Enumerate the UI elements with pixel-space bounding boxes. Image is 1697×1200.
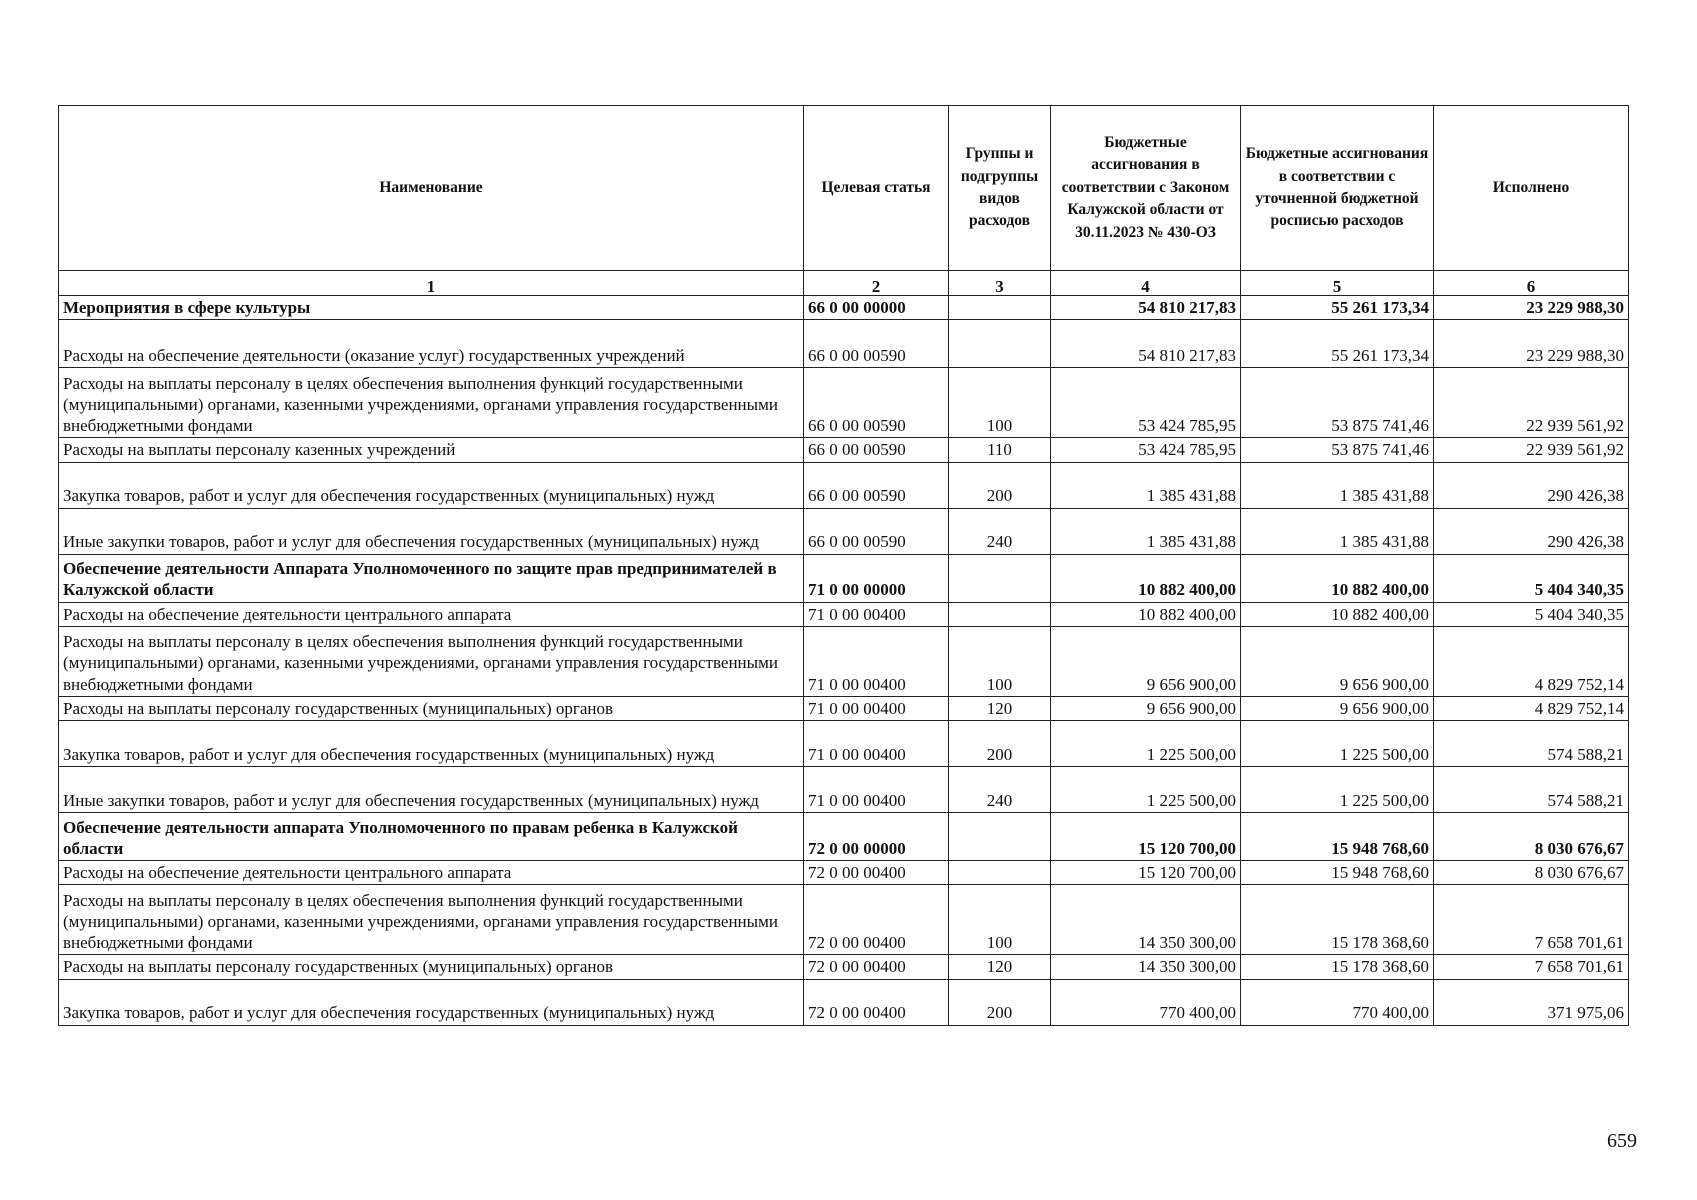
table-row — [59, 626, 1629, 696]
row-target-article: 71 0 00 00400 — [804, 767, 949, 813]
row-expense-group: 100 — [949, 626, 1051, 696]
row-updated-allocation: 53 875 741,46 — [1241, 368, 1434, 438]
row-updated-allocation: 1 385 431,88 — [1241, 508, 1434, 554]
row-expense-group: 200 — [949, 979, 1051, 1025]
row-updated-allocation: 15 948 768,60 — [1241, 861, 1434, 885]
header-executed: Исполнено — [1434, 106, 1629, 271]
table-row — [59, 602, 1629, 626]
row-target-article: 71 0 00 00400 — [804, 696, 949, 720]
row-name: Расходы на выплаты персоналу в целях обеспечения выполнения функций государственными (муниципальными) органами, казенными учреждениями, органами управления государственными внебюджетными фондами — [59, 885, 804, 955]
row-target-article: 66 0 00 00590 — [804, 368, 949, 438]
row-executed: 371 975,06 — [1434, 979, 1629, 1025]
column-number: 3 — [949, 271, 1051, 296]
row-expense-group: 240 — [949, 767, 1051, 813]
row-expense-group: 200 — [949, 462, 1051, 508]
row-executed: 5 404 340,35 — [1434, 602, 1629, 626]
row-executed: 4 829 752,14 — [1434, 626, 1629, 696]
row-updated-allocation: 770 400,00 — [1241, 979, 1434, 1025]
row-target-article: 71 0 00 00400 — [804, 602, 949, 626]
row-target-article: 66 0 00 00000 — [804, 296, 949, 320]
table-body — [59, 296, 1629, 1026]
row-law-allocation: 15 120 700,00 — [1051, 861, 1241, 885]
row-updated-allocation: 15 178 368,60 — [1241, 885, 1434, 955]
row-executed: 5 404 340,35 — [1434, 554, 1629, 602]
table-row — [59, 462, 1629, 508]
row-target-article: 71 0 00 00400 — [804, 626, 949, 696]
row-law-allocation: 53 424 785,95 — [1051, 438, 1241, 462]
row-target-article: 72 0 00 00000 — [804, 813, 949, 861]
row-expense-group: 120 — [949, 955, 1051, 979]
row-target-article: 66 0 00 00590 — [804, 438, 949, 462]
header-law-allocations: Бюджетные ассигнования в соответствии с Законом Калужской области от 30.11.2023 № 430-ОЗ — [1051, 106, 1241, 271]
row-updated-allocation: 1 385 431,88 — [1241, 462, 1434, 508]
table-row — [59, 296, 1629, 320]
row-executed: 7 658 701,61 — [1434, 885, 1629, 955]
row-updated-allocation: 15 948 768,60 — [1241, 813, 1434, 861]
row-expense-group: 100 — [949, 368, 1051, 438]
table-row — [59, 438, 1629, 462]
row-executed: 22 939 561,92 — [1434, 438, 1629, 462]
table-row — [59, 554, 1629, 602]
row-updated-allocation: 1 225 500,00 — [1241, 767, 1434, 813]
row-law-allocation: 9 656 900,00 — [1051, 696, 1241, 720]
row-target-article: 66 0 00 00590 — [804, 462, 949, 508]
row-executed: 8 030 676,67 — [1434, 861, 1629, 885]
page-number: 659 — [1607, 1130, 1637, 1152]
row-name: Иные закупки товаров, работ и услуг для обеспечения государственных (муниципальных) нужд — [59, 508, 804, 554]
row-name: Расходы на выплаты персоналу в целях обеспечения выполнения функций государственными (муниципальными) органами, казенными учреждениями, органами управления государственными внебюджетными фондами — [59, 368, 804, 438]
row-updated-allocation: 9 656 900,00 — [1241, 696, 1434, 720]
row-updated-allocation: 15 178 368,60 — [1241, 955, 1434, 979]
row-target-article: 72 0 00 00400 — [804, 955, 949, 979]
column-number: 4 — [1051, 271, 1241, 296]
row-law-allocation: 1 385 431,88 — [1051, 508, 1241, 554]
row-target-article: 72 0 00 00400 — [804, 885, 949, 955]
row-name: Иные закупки товаров, работ и услуг для обеспечения государственных (муниципальных) нужд — [59, 767, 804, 813]
row-law-allocation: 10 882 400,00 — [1051, 554, 1241, 602]
row-updated-allocation: 9 656 900,00 — [1241, 626, 1434, 696]
row-executed: 574 588,21 — [1434, 767, 1629, 813]
row-target-article: 71 0 00 00400 — [804, 721, 949, 767]
row-expense-group — [949, 861, 1051, 885]
row-name: Расходы на обеспечение деятельности центрального аппарата — [59, 861, 804, 885]
table-row — [59, 767, 1629, 813]
row-law-allocation: 54 810 217,83 — [1051, 296, 1241, 320]
row-name: Закупка товаров, работ и услуг для обеспечения государственных (муниципальных) нужд — [59, 721, 804, 767]
row-expense-group — [949, 554, 1051, 602]
row-executed: 4 829 752,14 — [1434, 696, 1629, 720]
table-row — [59, 885, 1629, 955]
header-row — [59, 106, 1629, 271]
row-expense-group: 120 — [949, 696, 1051, 720]
row-law-allocation: 770 400,00 — [1051, 979, 1241, 1025]
header-expense-groups: Группы и подгруппы видов расходов — [949, 106, 1051, 271]
row-expense-group: 240 — [949, 508, 1051, 554]
budget-table — [58, 105, 1629, 1026]
row-expense-group: 200 — [949, 721, 1051, 767]
row-target-article: 71 0 00 00000 — [804, 554, 949, 602]
header-name: Наименование — [59, 106, 804, 271]
row-target-article: 72 0 00 00400 — [804, 861, 949, 885]
row-law-allocation: 9 656 900,00 — [1051, 626, 1241, 696]
row-executed: 22 939 561,92 — [1434, 368, 1629, 438]
row-law-allocation: 15 120 700,00 — [1051, 813, 1241, 861]
row-target-article: 66 0 00 00590 — [804, 508, 949, 554]
row-executed: 23 229 988,30 — [1434, 296, 1629, 320]
column-number: 6 — [1434, 271, 1629, 296]
row-law-allocation: 1 225 500,00 — [1051, 721, 1241, 767]
row-law-allocation: 14 350 300,00 — [1051, 955, 1241, 979]
column-number: 2 — [804, 271, 949, 296]
row-executed: 8 030 676,67 — [1434, 813, 1629, 861]
row-law-allocation: 1 225 500,00 — [1051, 767, 1241, 813]
column-number-row — [59, 271, 1629, 296]
header-target-article: Целевая статья — [804, 106, 949, 271]
table-row — [59, 368, 1629, 438]
row-updated-allocation: 1 225 500,00 — [1241, 721, 1434, 767]
row-expense-group: 100 — [949, 885, 1051, 955]
row-name: Расходы на выплаты персоналу казенных учреждений — [59, 438, 804, 462]
header-updated-allocations: Бюджетные ассигнования в соответствии с уточненной бюджетной росписью расходов — [1241, 106, 1434, 271]
column-number: 1 — [59, 271, 804, 296]
table-row — [59, 696, 1629, 720]
row-name: Обеспечение деятельности аппарата Уполномоченного по правам ребенка в Калужской области — [59, 813, 804, 861]
row-expense-group: 110 — [949, 438, 1051, 462]
table-row — [59, 320, 1629, 368]
table-row — [59, 955, 1629, 979]
column-number: 5 — [1241, 271, 1434, 296]
row-expense-group — [949, 813, 1051, 861]
row-name: Закупка товаров, работ и услуг для обеспечения государственных (муниципальных) нужд — [59, 462, 804, 508]
row-name: Расходы на выплаты персоналу государственных (муниципальных) органов — [59, 955, 804, 979]
table-row — [59, 979, 1629, 1025]
row-target-article: 72 0 00 00400 — [804, 979, 949, 1025]
row-updated-allocation: 10 882 400,00 — [1241, 602, 1434, 626]
row-name: Расходы на обеспечение деятельности центрального аппарата — [59, 602, 804, 626]
row-updated-allocation: 10 882 400,00 — [1241, 554, 1434, 602]
row-updated-allocation: 55 261 173,34 — [1241, 296, 1434, 320]
row-name: Расходы на обеспечение деятельности (оказание услуг) государственных учреждений — [59, 320, 804, 368]
row-expense-group — [949, 296, 1051, 320]
row-name: Закупка товаров, работ и услуг для обеспечения государственных (муниципальных) нужд — [59, 979, 804, 1025]
row-law-allocation: 14 350 300,00 — [1051, 885, 1241, 955]
row-updated-allocation: 53 875 741,46 — [1241, 438, 1434, 462]
row-name: Обеспечение деятельности Аппарата Уполномоченного по защите прав предпринимателей в Калужской области — [59, 554, 804, 602]
row-executed: 574 588,21 — [1434, 721, 1629, 767]
row-expense-group — [949, 602, 1051, 626]
table-row — [59, 508, 1629, 554]
row-name: Расходы на выплаты персоналу в целях обеспечения выполнения функций государственными (муниципальными) органами, казенными учреждениями, органами управления государственными внебюджетными фондами — [59, 626, 804, 696]
row-name: Мероприятия в сфере культуры — [59, 296, 804, 320]
row-updated-allocation: 55 261 173,34 — [1241, 320, 1434, 368]
table-row — [59, 813, 1629, 861]
row-executed: 7 658 701,61 — [1434, 955, 1629, 979]
row-expense-group — [949, 320, 1051, 368]
row-executed: 290 426,38 — [1434, 462, 1629, 508]
row-executed: 290 426,38 — [1434, 508, 1629, 554]
row-executed: 23 229 988,30 — [1434, 320, 1629, 368]
table-row — [59, 861, 1629, 885]
table-row — [59, 721, 1629, 767]
row-law-allocation: 10 882 400,00 — [1051, 602, 1241, 626]
row-target-article: 66 0 00 00590 — [804, 320, 949, 368]
row-law-allocation: 53 424 785,95 — [1051, 368, 1241, 438]
row-law-allocation: 54 810 217,83 — [1051, 320, 1241, 368]
row-name: Расходы на выплаты персоналу государственных (муниципальных) органов — [59, 696, 804, 720]
row-law-allocation: 1 385 431,88 — [1051, 462, 1241, 508]
